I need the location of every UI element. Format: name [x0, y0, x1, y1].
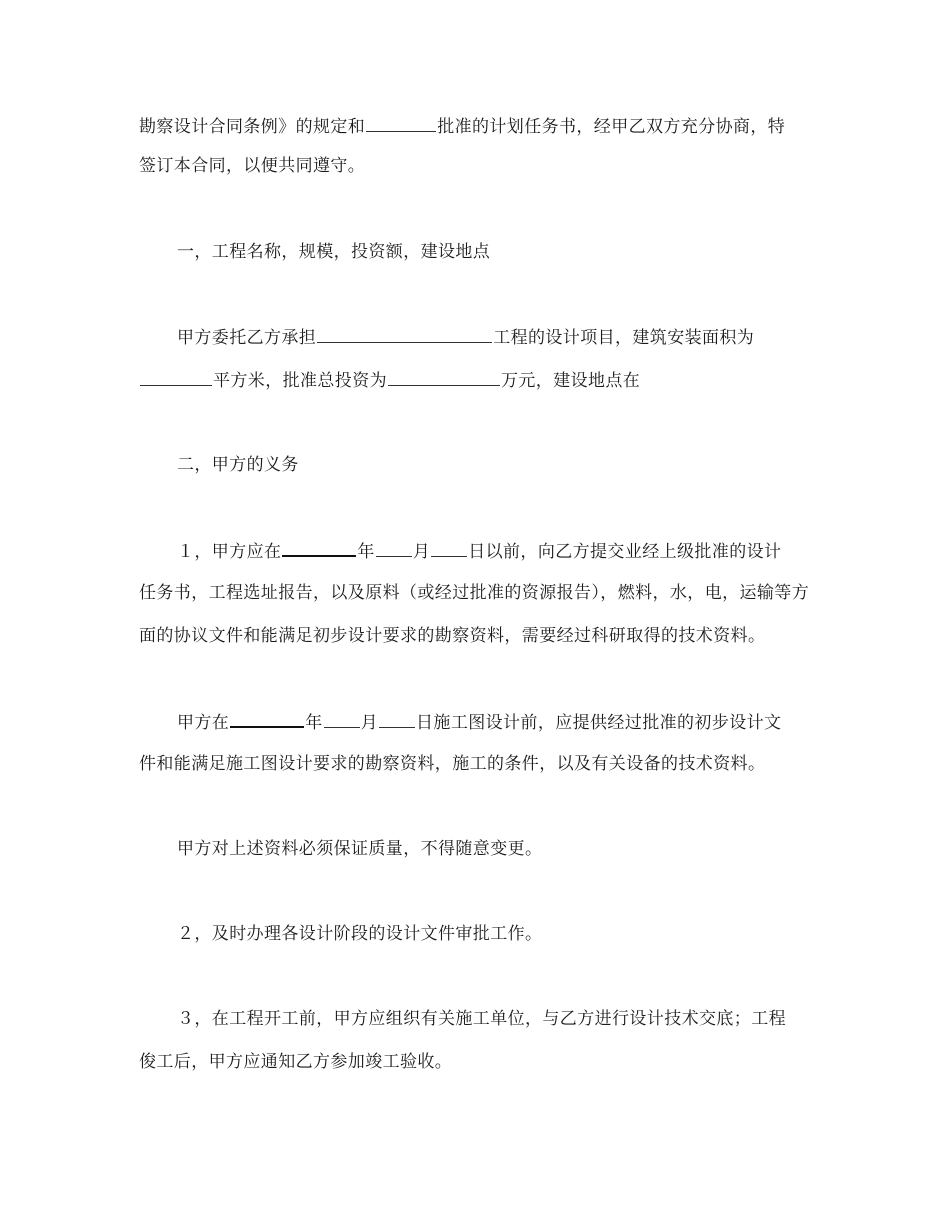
text-fragment: 日施工图设计前，应提供经过批准的初步设计文 — [416, 713, 782, 733]
text-fragment: 月 — [360, 713, 379, 733]
blank-underline — [324, 711, 360, 728]
text-fragment: 月 — [412, 542, 431, 562]
text-fragment: 甲方在 — [177, 713, 230, 733]
paragraph-line: ３，在工程开工前，甲方应组织有关施工单位，与乙方进行设计技术交底；工程 — [177, 1009, 786, 1029]
paragraph-line: 任务书，工程选址报告，以及原料（或经过批准的资源报告），燃料，水，电，运输等方 — [139, 583, 810, 603]
blank-underline — [376, 540, 412, 557]
blank-underline — [140, 369, 212, 386]
blank-underline — [282, 539, 356, 557]
text-fragment: 勘察设计合同条例》的规定和 — [139, 117, 366, 137]
paragraph-line — [177, 710, 781, 734]
text-fragment: 工程的设计项目，建筑安装面积为 — [493, 328, 755, 348]
paragraph-line — [177, 539, 781, 563]
paragraph-line — [177, 326, 754, 349]
paragraph-line: 甲方对上述资料必须保证质量，不得随意变更。 — [177, 839, 543, 859]
text-fragment: 日以前，向乙方提交业经上级批准的设计 — [468, 542, 782, 562]
text-fragment: １，甲方应在 — [177, 542, 282, 562]
paragraph-line: 俊工后，甲方应通知乙方参加竣工验收。 — [139, 1052, 453, 1072]
section-heading: 二，甲方的义务 — [177, 455, 299, 475]
text-fragment: 年 — [305, 713, 323, 733]
text-fragment: 甲方委托乙方承担 — [177, 328, 317, 348]
text-fragment: 批准的计划任务书，经甲乙双方充分协商，特 — [437, 117, 786, 137]
text-fragment: 平方米，批准总投资为 — [213, 371, 387, 391]
section-heading: 一，工程名称，规模，投资额，建设地点 — [177, 242, 491, 262]
paragraph-line: 面的协议文件和能满足初步设计要求的勘察资料，需要经过科研取得的技术资料。 — [139, 626, 766, 646]
paragraph-line — [139, 115, 785, 138]
paragraph-line: 签订本合同，以便共同遵守。 — [139, 156, 366, 176]
blank-underline — [230, 710, 304, 728]
blank-underline — [317, 326, 492, 343]
paragraph-line — [139, 369, 640, 392]
blank-underline — [388, 369, 500, 386]
blank-underline — [431, 540, 467, 557]
text-fragment: 年 — [357, 542, 375, 562]
paragraph-line: ２，及时办理各设计阶段的设计文件审批工作。 — [177, 924, 543, 944]
text-fragment: 万元，建设地点在 — [501, 371, 641, 391]
blank-underline — [366, 115, 436, 132]
paragraph-line: 件和能满足施工图设计要求的勘察资料，施工的条件，以及有关设备的技术资料。 — [139, 754, 766, 774]
blank-underline — [379, 711, 415, 728]
